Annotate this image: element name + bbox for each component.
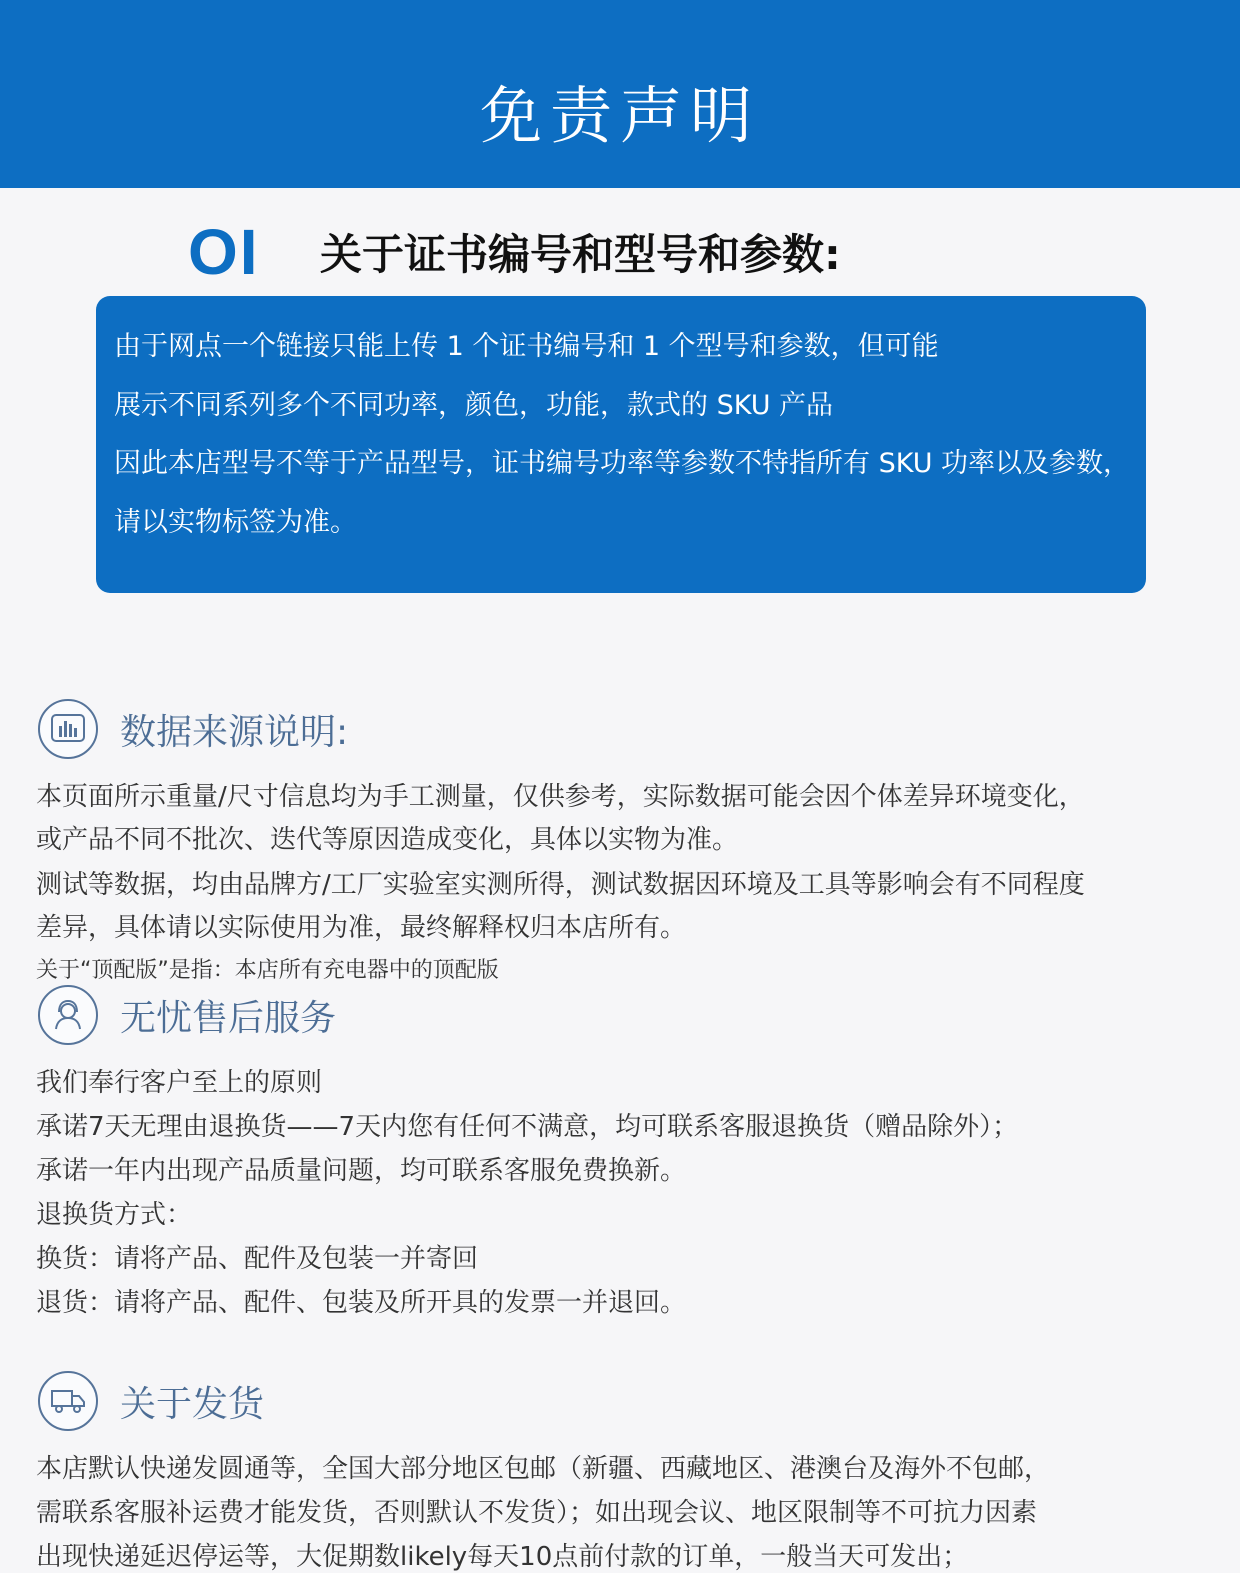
paragraph-line: 测试等数据，均由品牌方/工厂实验室实测所得，测试数据因环境及工具等影响会有不同程度 xyxy=(36,870,1085,900)
page-title: 免责声明 xyxy=(479,78,760,152)
paragraph-line: 退换货方式： xyxy=(36,1200,193,1230)
section-data-source-title: 数据来源说明: xyxy=(120,711,349,753)
paragraph-line: 差异，具体请以实际使用为准，最终解释权归本店所有。 xyxy=(36,913,687,943)
section-data-source-header xyxy=(38,699,348,759)
section-after-sales-title: 无忧售后服务 xyxy=(120,997,337,1039)
notice-line: 由于网点一个链接只能上传 1 个证书编号和 1 个型号和参数，但可能 xyxy=(114,331,939,362)
header-banner xyxy=(0,0,1240,188)
notice-line: 因此本店型号不等于产品型号，证书编号功率等参数不特指所有 SKU 功率以及参数， xyxy=(114,448,1131,479)
paragraph-line: 本页面所示重量/尺寸信息均为手工测量，仅供参考，实际数据可能会因个体差异环境变化， xyxy=(36,782,1085,812)
section-shipping-header xyxy=(38,1371,264,1431)
paragraph-line: 我们奉行客户至上的原则 xyxy=(36,1068,323,1098)
section-number: OI xyxy=(188,216,260,288)
paragraph-line: 承诺一年内出现产品质量问题，均可联系客服免费换新。 xyxy=(36,1156,687,1186)
section-certificate-title: 关于证书编号和型号和参数: xyxy=(320,230,841,279)
delivery-truck-icon xyxy=(38,1371,98,1431)
paragraph-line: 承诺7天无理由退换货——7天内您有任何不满意，均可联系客服退换货（赠品除外）； xyxy=(36,1112,1019,1142)
paragraph-line: 退货：请将产品、配件、包装及所开具的发票一并退回。 xyxy=(36,1288,687,1318)
paragraph-line: 换货：请将产品、配件及包装一并寄回 xyxy=(36,1244,479,1274)
section-certificate-header xyxy=(188,212,841,292)
notice-line: 展示不同系列多个不同功率，颜色，功能，款式的 SKU 产品 xyxy=(114,390,834,421)
section-after-sales-header xyxy=(38,985,336,1045)
paragraph-line: 本店默认快递发圆通等，全国大部分地区包邮（新疆、西藏地区、港澳台及海外不包邮， xyxy=(36,1454,1051,1484)
bar-chart-icon xyxy=(38,699,98,759)
paragraph-line: 需联系客服补运费才能发货，否则默认不发货）；如出现会议、地区限制等不可抗力因素 xyxy=(36,1498,1038,1528)
customer-service-icon xyxy=(38,985,98,1045)
section-shipping-title: 关于发货 xyxy=(120,1383,265,1425)
cut-off-line-container xyxy=(0,1500,1240,1572)
paragraph-line: 出现快递延迟停运等，大促期数likely每天10点前付款的订单，一般当天可发出； xyxy=(36,1542,969,1572)
certificate-notice-box xyxy=(96,296,1146,593)
notice-line: 请以实物标签为准。 xyxy=(114,507,357,538)
paragraph-note: 关于“顶配版”是指：本店所有充电器中的顶配版 xyxy=(36,958,499,983)
paragraph-line: 或产品不同不批次、迭代等原因造成变化，具体以实物为准。 xyxy=(36,825,739,855)
